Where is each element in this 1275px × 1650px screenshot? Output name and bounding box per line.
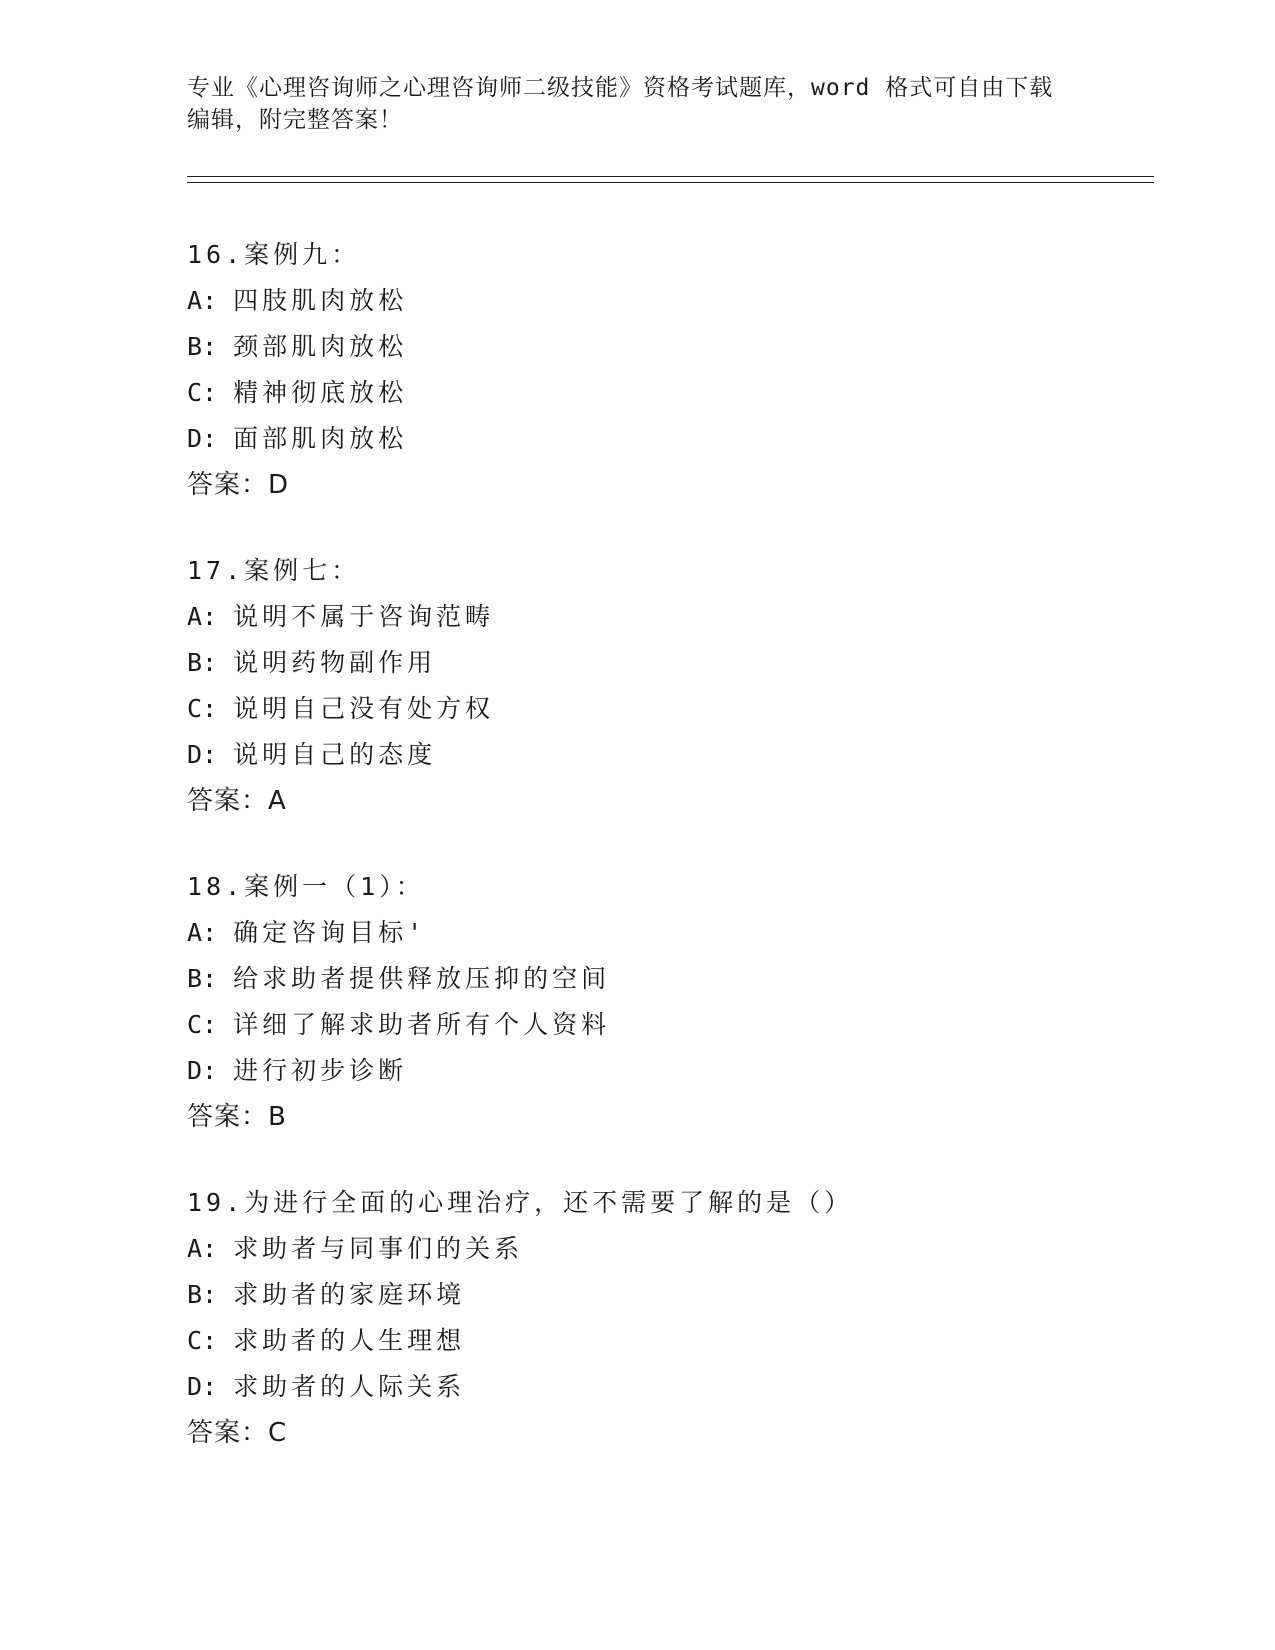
option-d <box>187 416 1147 462</box>
option-text: 说明药物副作用 <box>233 648 437 677</box>
option-text: 面部肌肉放松 <box>233 424 408 453</box>
header-line-2: 编辑，附完整答案！ <box>187 107 403 133</box>
option-letter: B: <box>187 332 218 361</box>
option-c <box>187 1318 1147 1364</box>
option-b <box>187 324 1147 370</box>
option-letter: A: <box>187 1234 218 1263</box>
option-a <box>187 910 1147 956</box>
question-block <box>187 548 1147 824</box>
option-a <box>187 594 1147 640</box>
option-text: 说明自己没有处方权 <box>233 694 495 723</box>
option-a <box>187 278 1147 324</box>
option-d <box>187 732 1147 778</box>
question-block <box>187 232 1147 508</box>
question-stem: 19.为进行全面的心理治疗，还不需要了解的是（） <box>187 1188 854 1217</box>
option-letter: A: <box>187 918 218 947</box>
option-text: 颈部肌肉放松 <box>233 332 408 361</box>
option-letter: C: <box>187 378 218 407</box>
option-b <box>187 956 1147 1002</box>
option-letter: C: <box>187 1326 218 1355</box>
option-b <box>187 1272 1147 1318</box>
option-text: 精神彻底放松 <box>233 378 408 407</box>
option-a <box>187 1226 1147 1272</box>
answer-line: 答案：B <box>187 1102 287 1132</box>
option-text: 进行初步诊断 <box>233 1056 408 1085</box>
answer-line: 答案：C <box>187 1418 288 1448</box>
option-text: 说明不属于咨询范畴 <box>233 602 495 631</box>
option-text: 四肢肌肉放松 <box>233 286 408 315</box>
option-d <box>187 1364 1147 1410</box>
option-letter: B: <box>187 1280 218 1309</box>
option-text: 说明自己的态度 <box>233 740 437 769</box>
option-d <box>187 1048 1147 1094</box>
option-letter: A: <box>187 286 218 315</box>
question-stem: 18.案例一（1）： <box>187 872 425 901</box>
option-letter: C: <box>187 694 218 723</box>
option-letter: D: <box>187 1372 218 1401</box>
option-text: 求助者与同事们的关系 <box>233 1234 524 1263</box>
option-letter: B: <box>187 648 218 677</box>
document-header <box>187 72 1087 136</box>
answer-line: 答案：D <box>187 470 290 500</box>
option-letter: D: <box>187 740 218 769</box>
option-letter: A: <box>187 602 218 631</box>
option-text: 详细了解求助者所有个人资料 <box>233 1010 611 1039</box>
option-text: 给求助者提供释放压抑的空间 <box>233 964 611 993</box>
header-line-1: 专业《心理咨询师之心理咨询师二级技能》资格考试题库，word 格式可自由下载 <box>187 75 1054 101</box>
answer-line: 答案：A <box>187 786 287 816</box>
option-letter: B: <box>187 964 218 993</box>
option-c <box>187 1002 1147 1048</box>
option-text: 确定咨询目标' <box>233 918 427 947</box>
option-text: 求助者的家庭环境 <box>233 1280 466 1309</box>
option-text: 求助者的人生理想 <box>233 1326 466 1355</box>
option-b <box>187 640 1147 686</box>
option-c <box>187 686 1147 732</box>
option-letter: C: <box>187 1010 218 1039</box>
option-letter: D: <box>187 1056 218 1085</box>
header-divider-top <box>187 176 1154 177</box>
question-block <box>187 864 1147 1140</box>
option-letter: D: <box>187 424 218 453</box>
question-stem: 16.案例九： <box>187 240 361 269</box>
question-stem: 17.案例七： <box>187 556 361 585</box>
option-text: 求助者的人际关系 <box>233 1372 466 1401</box>
question-block <box>187 1180 1147 1456</box>
option-c <box>187 370 1147 416</box>
header-divider-bottom <box>187 182 1154 183</box>
